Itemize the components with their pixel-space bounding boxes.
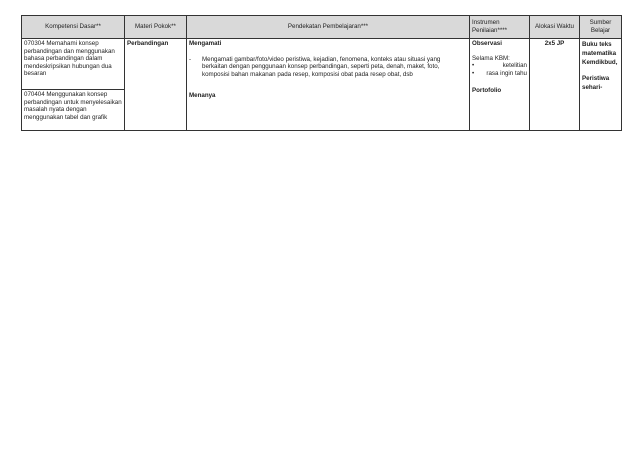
kd-cell-070404: 070404 Menggunakan konsep perbandingan untuk menyelesaikan masalah nyata dengan menggunakan tabel dan grafik — [22, 90, 125, 131]
pendekatan-cell — [187, 39, 470, 131]
observasi-label: Observasi — [472, 40, 502, 47]
mengamati-item — [189, 56, 467, 79]
sumber-peristiwa: Peristiwa sehari- — [582, 75, 610, 91]
kd-cell-070304: 070304 Memahami konsep perbandingan dan menggunakan bahasa perbandingan dalam mendeskripsikan hubungan dua besaran — [22, 39, 125, 90]
bullet-ketelitian: • ketelitian — [472, 62, 527, 70]
header-row — [22, 16, 622, 39]
header-instrumen: Instrumen Penilaian**** — [470, 16, 530, 39]
dash-marker: - — [189, 55, 192, 63]
instrumen-cell — [470, 39, 530, 131]
sumber-buku: Buku teks matematika Kemdikbud, — [582, 41, 618, 66]
table-row — [22, 39, 622, 90]
mengamati-title: Mengamati — [189, 40, 222, 47]
portofolio-label: Portofolio — [472, 87, 502, 95]
alokasi-cell: 2x5 JP — [530, 39, 580, 131]
bullet-rasa-ingin-tahu: • rasa ingin tahu — [472, 70, 527, 78]
header-pendekatan: Pendekatan Pembelajaran*** — [187, 16, 470, 39]
header-kompetensi-dasar: Kompetensi Dasar** — [22, 16, 125, 39]
sumber-cell — [580, 39, 622, 131]
materi-cell: Perbandingan — [125, 39, 187, 131]
header-alokasi: Alokasi Waktu — [530, 16, 580, 39]
header-materi-pokok: Materi Pokok** — [125, 16, 187, 39]
menanya-title: Menanya — [189, 92, 216, 100]
selama-kbm-label: Selama KBM: — [472, 54, 510, 62]
header-sumber: Sumber Belajar — [580, 16, 622, 39]
lesson-plan-table — [21, 15, 622, 131]
mengamati-text: Mengamati gambar/foto/video peristiwa, kejadian, fenomena, konteks atau situasi yang berkaitan dengan penggunaan konsep perbandingan, seperti peta, denah, maket, foto, komposisi bahan makanan pada resep, komposisi obat pada resep obat, dsb — [202, 55, 441, 78]
